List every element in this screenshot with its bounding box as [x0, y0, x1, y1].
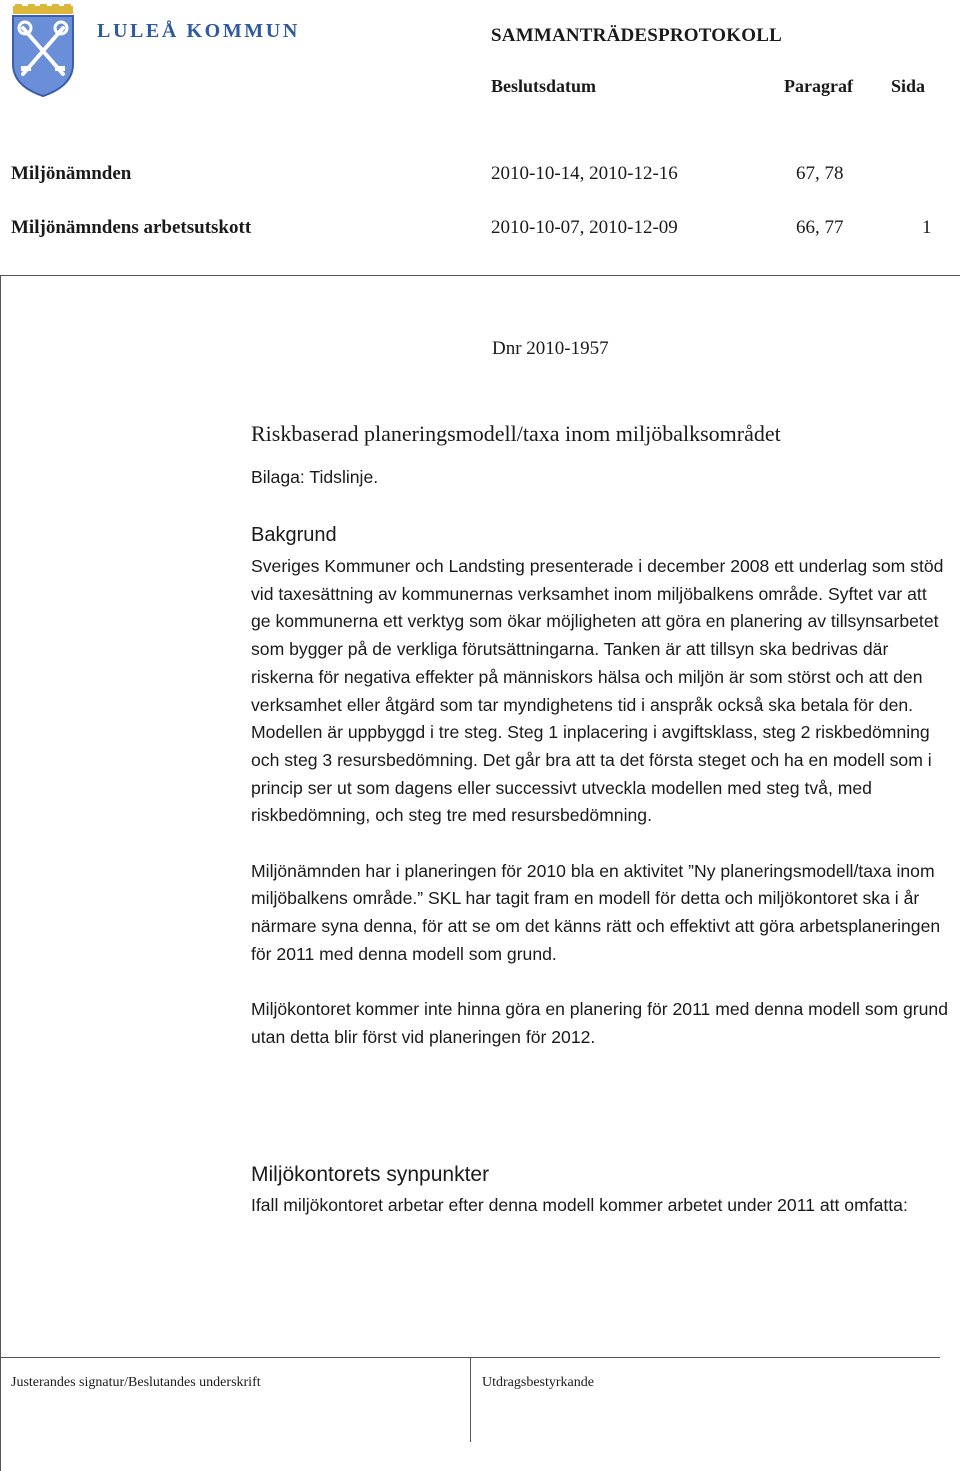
municipal-crest-icon — [11, 4, 75, 98]
attachment-note: Bilaga: Tidslinje. — [251, 467, 379, 487]
diary-number: Dnr 2010-1957 — [492, 338, 609, 359]
footer-separator — [470, 1357, 471, 1442]
page-title: Riskbaserad planeringsmodell/taxa inom miljöbalksområdet — [251, 421, 781, 446]
meeting-paragraphs: 67, 78 — [796, 163, 844, 184]
body-paragraph: Miljökontoret kommer inte hinna göra en planering för 2011 med denna modell som grund utan detta blir först vid planeringen för 2012. — [251, 999, 948, 1047]
section-body-synpunkter — [251, 1192, 951, 1220]
meeting-paragraphs: 66, 77 — [796, 217, 844, 238]
meeting-dates: 2010-10-14, 2010-12-16 — [491, 163, 678, 184]
document-type: SAMMANTRÄDESPROTOKOLL — [491, 25, 782, 46]
left-frame-line — [0, 275, 1, 1471]
signature-label: Justerandes signatur/Beslutandes underskrift — [11, 1375, 261, 1390]
column-header-paragraph: Paragraf — [784, 76, 853, 96]
body-paragraph: Miljönämnden har i planeringen för 2010 bla en aktivitet ”Ny planeringsmodell/taxa inom miljöbalkens område.” SKL har tagit fram en modell för detta och miljökontoret ska i år närmare syna denna, för att se om det känns rätt och effektivt att göra arbetsplaneringen för 2011 med denna modell som grund. — [251, 860, 941, 964]
section-body-bakgrund — [251, 553, 951, 1052]
section-heading-synpunkter: Miljökontorets synpunkter — [251, 1163, 490, 1186]
column-header-page: Sida — [891, 76, 926, 96]
meeting-body: Miljönämnden — [11, 163, 132, 184]
section-heading-bakgrund: Bakgrund — [251, 524, 337, 546]
column-header-date: Beslutsdatum — [491, 76, 597, 96]
municipality-name: LULEÅ KOMMUN — [97, 20, 300, 42]
meeting-dates: 2010-10-07, 2010-12-09 — [491, 217, 678, 238]
header-divider — [0, 275, 960, 276]
body-paragraph: Ifall miljökontoret arbetar efter denna modell kommer arbetet under 2011 att omfatta: — [251, 1195, 908, 1215]
meeting-body: Miljönämndens arbetsutskott — [11, 217, 252, 238]
certified-label: Utdragsbestyrkande — [482, 1375, 594, 1390]
page-number: 1 — [922, 217, 932, 238]
body-paragraph: Sveriges Kommuner och Landsting presenterade i december 2008 ett underlag som stöd vid taxesättning av kommunernas verksamhet inom miljöbalkens område. Syftet var att ge kommunerna ett verktyg som ökar möjligheten att göra en planering av tillsynsarbetet som bygger på de verkliga förutsättningarna. Tanken är att tillsyn ska bedrivas där riskerna för negativa effekter på människors hälsa och miljön är som störst och att den verksamhet eller åtgärd som tar myndighetens tid i anspråk också ska betala för den. Modellen är uppbyggd i tre steg. Steg 1 inplacering i avgiftsklass, steg 2 riskbedömning och steg 3 resursbedömning. Det går bra att ta det första steget och ha en modell som i princip ser ut som dagens eller successivt utveckla modellen med steg två, med riskbedömning, och steg tre med resursbedömning. — [251, 556, 944, 826]
